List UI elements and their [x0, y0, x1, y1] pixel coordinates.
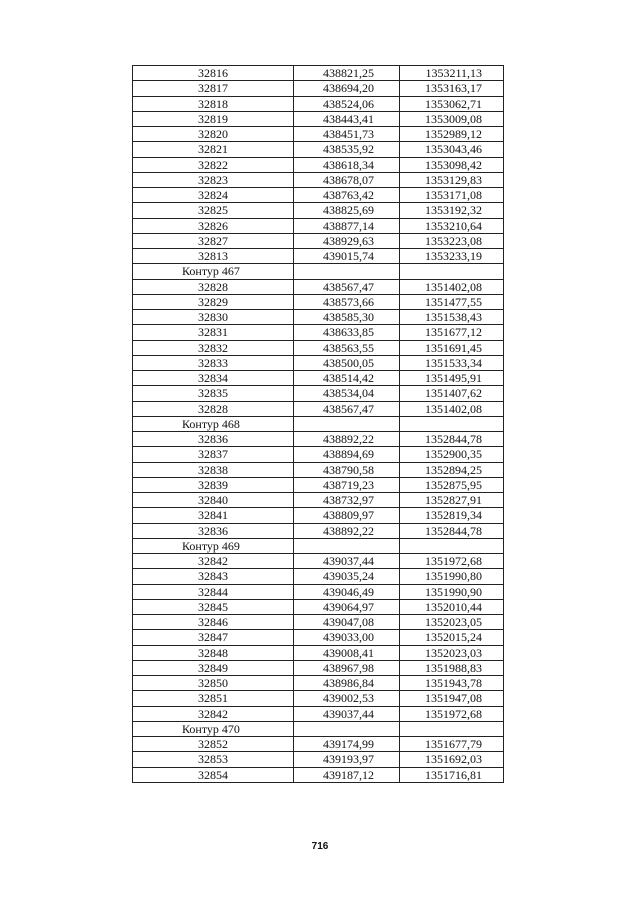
y-coordinate: 1352900,35: [400, 447, 504, 462]
point-row: [133, 691, 504, 706]
point-row: [133, 172, 504, 187]
point-number: 32826: [133, 218, 294, 233]
point-number: 32853: [133, 752, 294, 767]
y-coordinate: 1352844,78: [400, 432, 504, 447]
y-coordinate: 1351477,55: [400, 294, 504, 309]
point-number: 32841: [133, 508, 294, 523]
y-coordinate: 1353210,64: [400, 218, 504, 233]
point-row: [133, 386, 504, 401]
x-coordinate: 439015,74: [294, 249, 400, 264]
point-number: 32821: [133, 142, 294, 157]
point-number: 32825: [133, 203, 294, 218]
y-coordinate: 1352875,95: [400, 477, 504, 492]
x-coordinate: 438534,04: [294, 386, 400, 401]
y-coordinate: 1351988,83: [400, 660, 504, 675]
point-number: 32842: [133, 554, 294, 569]
x-coordinate: 438443,41: [294, 111, 400, 126]
point-number: 32834: [133, 371, 294, 386]
y-coordinate: 1352015,24: [400, 630, 504, 645]
point-row: [133, 188, 504, 203]
x-coordinate: 438719,23: [294, 477, 400, 492]
point-number: 32852: [133, 737, 294, 752]
y-coordinate: 1353129,83: [400, 172, 504, 187]
y-coordinate: 1351495,91: [400, 371, 504, 386]
x-coordinate: 438894,69: [294, 447, 400, 462]
x-coordinate: 438618,34: [294, 157, 400, 172]
contour-header-row: [133, 538, 504, 553]
point-number: 32835: [133, 386, 294, 401]
contour-header-row: [133, 721, 504, 736]
x-coordinate: 438535,92: [294, 142, 400, 157]
empty-cell: [294, 264, 400, 279]
x-coordinate: 438678,07: [294, 172, 400, 187]
point-number: 32837: [133, 447, 294, 462]
point-number: 32843: [133, 569, 294, 584]
empty-cell: [400, 721, 504, 736]
point-row: [133, 584, 504, 599]
point-row: [133, 340, 504, 355]
x-coordinate: 439037,44: [294, 706, 400, 721]
point-row: [133, 477, 504, 492]
contour-label: Контур 470: [133, 721, 294, 736]
point-row: [133, 630, 504, 645]
point-row: [133, 66, 504, 81]
x-coordinate: 438500,05: [294, 355, 400, 370]
x-coordinate: 438514,42: [294, 371, 400, 386]
point-number: 32820: [133, 127, 294, 142]
point-number: 32829: [133, 294, 294, 309]
y-coordinate: 1353009,08: [400, 111, 504, 126]
x-coordinate: 438585,30: [294, 310, 400, 325]
x-coordinate: 439033,00: [294, 630, 400, 645]
x-coordinate: 439047,08: [294, 615, 400, 630]
point-number: 32817: [133, 81, 294, 96]
y-coordinate: 1352989,12: [400, 127, 504, 142]
y-coordinate: 1353043,46: [400, 142, 504, 157]
y-coordinate: 1351990,80: [400, 569, 504, 584]
point-row: [133, 203, 504, 218]
y-coordinate: 1351407,62: [400, 386, 504, 401]
coordinates-table-body: [133, 66, 504, 783]
point-row: [133, 142, 504, 157]
point-number: 32813: [133, 249, 294, 264]
point-row: [133, 599, 504, 614]
x-coordinate: 439193,97: [294, 752, 400, 767]
point-row: [133, 767, 504, 782]
x-coordinate: 438567,47: [294, 401, 400, 416]
empty-cell: [400, 264, 504, 279]
contour-label: Контур 468: [133, 416, 294, 431]
point-row: [133, 96, 504, 111]
x-coordinate: 438694,20: [294, 81, 400, 96]
y-coordinate: 1351691,45: [400, 340, 504, 355]
point-number: 32828: [133, 401, 294, 416]
x-coordinate: 438524,06: [294, 96, 400, 111]
point-number: 32833: [133, 355, 294, 370]
empty-cell: [294, 538, 400, 553]
point-row: [133, 233, 504, 248]
x-coordinate: 439187,12: [294, 767, 400, 782]
point-row: [133, 127, 504, 142]
y-coordinate: 1351943,78: [400, 676, 504, 691]
point-number: 32823: [133, 172, 294, 187]
x-coordinate: 438967,98: [294, 660, 400, 675]
x-coordinate: 439174,99: [294, 737, 400, 752]
point-number: 32816: [133, 66, 294, 81]
x-coordinate: 438986,84: [294, 676, 400, 691]
y-coordinate: 1352819,34: [400, 508, 504, 523]
contour-label: Контур 469: [133, 538, 294, 553]
point-number: 32839: [133, 477, 294, 492]
y-coordinate: 1352023,05: [400, 615, 504, 630]
contour-header-row: [133, 416, 504, 431]
point-row: [133, 508, 504, 523]
point-row: [133, 447, 504, 462]
point-row: [133, 615, 504, 630]
x-coordinate: 438567,47: [294, 279, 400, 294]
point-row: [133, 218, 504, 233]
y-coordinate: 1351402,08: [400, 401, 504, 416]
y-coordinate: 1353211,13: [400, 66, 504, 81]
point-row: [133, 660, 504, 675]
point-row: [133, 493, 504, 508]
point-number: 32848: [133, 645, 294, 660]
point-number: 32850: [133, 676, 294, 691]
y-coordinate: 1351972,68: [400, 706, 504, 721]
point-row: [133, 401, 504, 416]
y-coordinate: 1353062,71: [400, 96, 504, 111]
y-coordinate: 1352023,03: [400, 645, 504, 660]
point-number: 32824: [133, 188, 294, 203]
point-number: 32836: [133, 523, 294, 538]
x-coordinate: 439046,49: [294, 584, 400, 599]
point-number: 32851: [133, 691, 294, 706]
x-coordinate: 438790,58: [294, 462, 400, 477]
x-coordinate: 438821,25: [294, 66, 400, 81]
y-coordinate: 1351533,34: [400, 355, 504, 370]
point-row: [133, 249, 504, 264]
point-row: [133, 432, 504, 447]
y-coordinate: 1351677,12: [400, 325, 504, 340]
page-number: 716: [311, 841, 329, 852]
point-number: 32842: [133, 706, 294, 721]
x-coordinate: 438763,42: [294, 188, 400, 203]
point-row: [133, 355, 504, 370]
point-row: [133, 737, 504, 752]
point-row: [133, 81, 504, 96]
x-coordinate: 438573,66: [294, 294, 400, 309]
x-coordinate: 438877,14: [294, 218, 400, 233]
point-row: [133, 569, 504, 584]
y-coordinate: 1353223,08: [400, 233, 504, 248]
point-number: 32846: [133, 615, 294, 630]
y-coordinate: 1353192,32: [400, 203, 504, 218]
point-row: [133, 310, 504, 325]
y-coordinate: 1352010,44: [400, 599, 504, 614]
point-number: 32819: [133, 111, 294, 126]
point-row: [133, 676, 504, 691]
y-coordinate: 1353233,19: [400, 249, 504, 264]
point-number: 32822: [133, 157, 294, 172]
y-coordinate: 1353171,08: [400, 188, 504, 203]
point-number: 32845: [133, 599, 294, 614]
point-number: 32828: [133, 279, 294, 294]
point-row: [133, 706, 504, 721]
point-number: 32827: [133, 233, 294, 248]
contour-header-row: [133, 264, 504, 279]
point-row: [133, 294, 504, 309]
y-coordinate: 1351990,90: [400, 584, 504, 599]
y-coordinate: 1351972,68: [400, 554, 504, 569]
x-coordinate: 438892,22: [294, 523, 400, 538]
point-number: 32836: [133, 432, 294, 447]
coordinates-table: [132, 65, 504, 783]
point-number: 32838: [133, 462, 294, 477]
y-coordinate: 1351716,81: [400, 767, 504, 782]
point-row: [133, 523, 504, 538]
point-row: [133, 554, 504, 569]
point-row: [133, 157, 504, 172]
point-row: [133, 325, 504, 340]
y-coordinate: 1352894,25: [400, 462, 504, 477]
point-row: [133, 645, 504, 660]
point-number: 32844: [133, 584, 294, 599]
x-coordinate: 439035,24: [294, 569, 400, 584]
point-number: 32847: [133, 630, 294, 645]
point-number: 32831: [133, 325, 294, 340]
x-coordinate: 438451,73: [294, 127, 400, 142]
x-coordinate: 439008,41: [294, 645, 400, 660]
y-coordinate: 1352844,78: [400, 523, 504, 538]
point-row: [133, 752, 504, 767]
point-number: 32818: [133, 96, 294, 111]
x-coordinate: 439037,44: [294, 554, 400, 569]
x-coordinate: 438563,55: [294, 340, 400, 355]
contour-label: Контур 467: [133, 264, 294, 279]
x-coordinate: 439002,53: [294, 691, 400, 706]
point-number: 32840: [133, 493, 294, 508]
point-number: 32849: [133, 660, 294, 675]
empty-cell: [400, 416, 504, 431]
x-coordinate: 438892,22: [294, 432, 400, 447]
y-coordinate: 1351692,03: [400, 752, 504, 767]
empty-cell: [294, 416, 400, 431]
empty-cell: [400, 538, 504, 553]
point-row: [133, 371, 504, 386]
y-coordinate: 1352827,91: [400, 493, 504, 508]
point-number: 32832: [133, 340, 294, 355]
y-coordinate: 1351538,43: [400, 310, 504, 325]
y-coordinate: 1351677,79: [400, 737, 504, 752]
point-row: [133, 462, 504, 477]
x-coordinate: 438633,85: [294, 325, 400, 340]
point-row: [133, 279, 504, 294]
point-number: 32854: [133, 767, 294, 782]
empty-cell: [294, 721, 400, 736]
y-coordinate: 1351402,08: [400, 279, 504, 294]
x-coordinate: 439064,97: [294, 599, 400, 614]
x-coordinate: 438825,69: [294, 203, 400, 218]
point-number: 32830: [133, 310, 294, 325]
y-coordinate: 1353098,42: [400, 157, 504, 172]
x-coordinate: 438732,97: [294, 493, 400, 508]
x-coordinate: 438929,63: [294, 233, 400, 248]
point-row: [133, 111, 504, 126]
x-coordinate: 438809,97: [294, 508, 400, 523]
y-coordinate: 1351947,08: [400, 691, 504, 706]
y-coordinate: 1353163,17: [400, 81, 504, 96]
